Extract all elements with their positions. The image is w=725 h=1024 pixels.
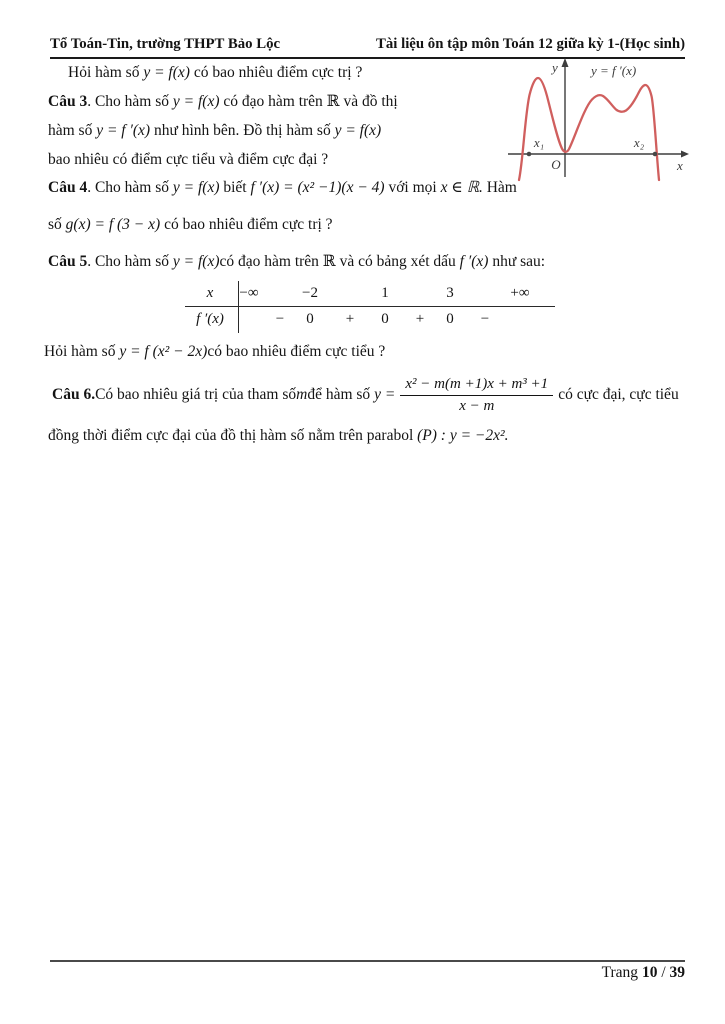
- question-3-line-2: [48, 120, 381, 142]
- text-run: với mọi: [384, 179, 441, 196]
- question-3-line-3: [48, 149, 328, 171]
- sign-value: 0: [446, 311, 454, 327]
- text-run: . Cho hàm số: [87, 93, 173, 110]
- text-run: Hàm: [482, 179, 517, 196]
- x-value: −∞: [239, 285, 259, 301]
- math-run: y = f(x): [334, 122, 382, 139]
- text-run: /: [657, 964, 670, 981]
- x-value: −2: [302, 285, 318, 301]
- real-set-symbol: ℝ: [322, 253, 336, 270]
- question-4-line-2: [48, 214, 333, 236]
- math-run: g(x) = f (3 − x): [65, 216, 161, 233]
- math-run: y = f(x): [172, 93, 220, 110]
- x2-label: x₂: [633, 135, 645, 150]
- math-run: y = f(x): [143, 64, 190, 81]
- text-run: để hàm số: [307, 386, 371, 403]
- sign-value: −: [275, 311, 285, 327]
- total-pages: 39: [669, 964, 685, 981]
- question-3-label: Câu 3: [48, 93, 88, 110]
- text-run: Trang: [601, 964, 642, 981]
- x1-point: [527, 152, 532, 157]
- question-6-line-2: [48, 425, 509, 447]
- sign-value: −: [480, 311, 490, 327]
- x2-point: [653, 152, 658, 157]
- text-run: đồng thời điểm cực đại của đồ thị hàm số nằm trên parabol: [48, 427, 418, 444]
- footer-divider: [50, 960, 685, 962]
- sign-table: [185, 281, 555, 333]
- question-4-line-1: [48, 177, 517, 199]
- question-6-label: Câu 6.: [52, 386, 96, 403]
- header-left: Tổ Toán-Tin, trường THPT Bảo Lộc: [50, 36, 281, 52]
- x-axis-arrow-icon: [681, 151, 689, 158]
- question-3-line-1: [48, 91, 398, 113]
- math-run: y = f(x): [172, 179, 220, 196]
- math-run: f ′(x) = (x² −1)(x − 4): [250, 179, 385, 196]
- question-5-tail: [44, 341, 385, 363]
- page-header: [50, 36, 685, 59]
- curve-label: y = f ′(x): [591, 63, 637, 78]
- x-row-header: x: [206, 285, 214, 301]
- y-axis-label: y: [552, 60, 558, 75]
- text-run: như hình bên. Đồ thị hàm số: [150, 122, 335, 139]
- question-5-label: Câu 5: [48, 253, 88, 270]
- f-prime-row-header: f ′(x): [196, 311, 224, 327]
- text-run: Có bao nhiêu giá trị của tham số: [95, 386, 297, 403]
- text-run: có bao nhiêu điểm cực trị ?: [160, 216, 333, 233]
- page-number: [602, 964, 685, 982]
- math-run: (P) : y = −2x².: [417, 427, 509, 444]
- sign-table-sign-row: [185, 306, 555, 333]
- text-run: . Cho hàm số: [87, 253, 173, 270]
- origin-label: O: [551, 157, 561, 172]
- text-run: có bao nhiêu điểm cực trị ?: [189, 64, 363, 81]
- math-run: x ∈ ℝ.: [440, 179, 483, 196]
- math-run: y = f (x² − 2x): [119, 343, 208, 360]
- math-run: y =: [374, 386, 396, 403]
- x-axis-label: x: [677, 158, 683, 173]
- sign-value: 0: [381, 311, 389, 327]
- fraction-denominator: x − m: [459, 397, 495, 414]
- math-run: y = f(x): [172, 253, 220, 270]
- sign-value: 0: [306, 311, 314, 327]
- math-run: f ′(x): [459, 253, 489, 270]
- text-run: có đạo hàm trên: [219, 253, 323, 270]
- text-run: có bao nhiêu điểm cực tiểu ?: [207, 343, 386, 360]
- question-4-label: Câu 4: [48, 179, 88, 196]
- text-run: Hỏi hàm số: [44, 343, 120, 360]
- text-run: biết: [219, 179, 251, 196]
- current-page: 10: [641, 964, 658, 981]
- question-2-tail: [68, 62, 362, 84]
- text-run: và đồ thị: [339, 93, 398, 110]
- x1-label: x₁: [533, 135, 545, 150]
- x-value: 3: [446, 285, 454, 301]
- x-value: +∞: [510, 285, 530, 301]
- y-axis-arrow-icon: [562, 58, 569, 67]
- text-run: số: [48, 216, 66, 233]
- fraction: [400, 375, 553, 416]
- text-run: bao nhiêu có điểm cực tiểu và điểm cực đại ?: [48, 151, 329, 168]
- f-prime-curve: [519, 78, 659, 180]
- question-6-line-1: [52, 370, 679, 420]
- text-run: hàm số: [48, 122, 97, 139]
- x-value: 1: [381, 285, 389, 301]
- text-run: . Cho hàm số: [87, 179, 173, 196]
- text-run: có đạo hàm trên: [219, 93, 327, 110]
- question-5-line-1: [48, 251, 545, 273]
- text-run: có cực đại, cực tiểu: [558, 386, 679, 403]
- text-run: Hỏi hàm số: [68, 64, 144, 81]
- derivative-graph: [503, 57, 690, 183]
- math-run: m: [296, 386, 308, 403]
- text-run: và có bảng xét dấu: [335, 253, 460, 270]
- math-run: y = f ′(x): [96, 122, 151, 139]
- header-right: Tài liệu ôn tập môn Toán 12 giữa kỳ 1-(Học sinh): [376, 36, 685, 52]
- sign-table-x-row: [185, 281, 555, 306]
- real-set-symbol: ℝ: [326, 93, 340, 110]
- sign-value: +: [415, 311, 425, 327]
- fraction-numerator: x² − m(m +1)x + m³ +1: [400, 375, 553, 396]
- text-run: như sau:: [488, 253, 546, 270]
- sign-value: +: [345, 311, 355, 327]
